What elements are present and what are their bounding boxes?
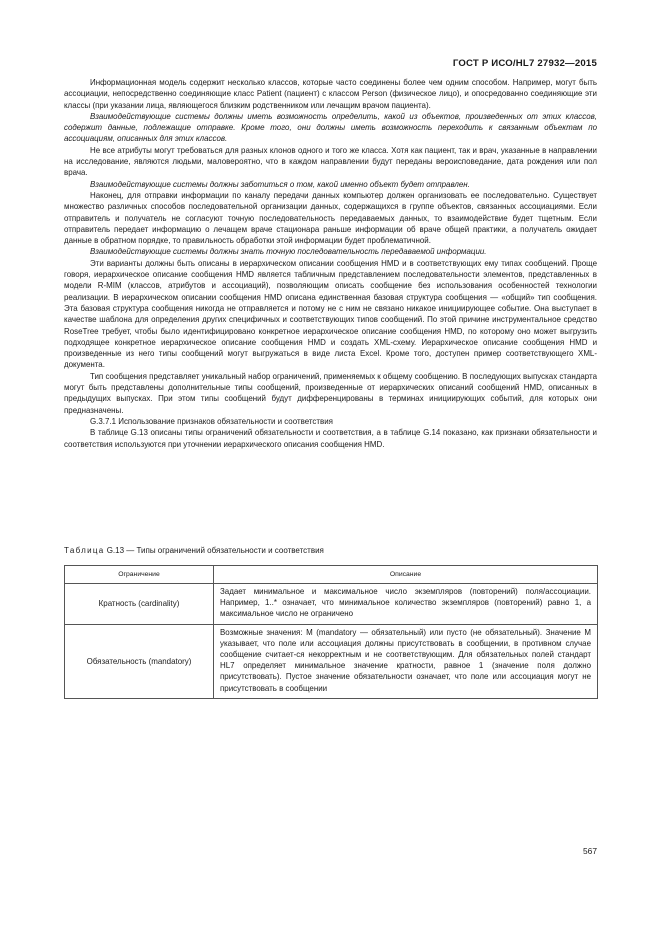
paragraph: Тип сообщения представляет уникальный набор ограничений, применяемых к общему сообщению. В последующих выпусках стандарта могут быть представлены дополнительные типы сообщений, произведенные от иерархических описаний сообщений HMD, описанных в предыдущих выпусках. При этом типы сообщений будут дифференцированы в терминах инициирующих событий, для которых они предназначены. xyxy=(64,371,597,415)
paragraph: Не все атрибуты могут требоваться для разных клонов одного и того же класса. Хотя как пациент, так и врач, указанные в направлении на исследование, являются людьми, маловероятно, что в каждом направлении будут переданы вероисповедание, дата рождения или пол врача. xyxy=(64,145,597,178)
cell-description: Возможные значения: M (mandatory — обязательный) или пусто (не обязательный). Значение М указывает, что поле или ассоциация должны присутствовать в сообщении, в противном случае сообщение считает-ся некорректным и не соответствующим. Для обязательных полей стандарт HL7 определяет минимальное значение кратности, равное 1 (значение поля должно присутствовать). Пустое значение обязательности означает, что поле или ассоциация могут не присутствовать в сообщении xyxy=(214,624,598,698)
page-number: 567 xyxy=(583,846,597,856)
paragraph: В таблице G.13 описаны типы ограничений обязательности и соответствия, а в таблице G.14 показано, как признаки обязательности и соответствия используются при уточнении иерархического описания сообщения HMD. xyxy=(64,428,597,449)
paragraph: Эти варианты должны быть описаны в иерархическом описании сообщения HMD и в соответствующих ему типах сообщений. Проще говоря, иерархическое описание сообщения HMD является табличным представлением последовательности элементов, представленных в модели R-MIM (классов, атрибутов и ассоциаций), позволяющим описать сообщение без использования особенностей технологии реализации. В иерархическом описании сообщения HMD описана единственная базовая структура сообщения — «общий» тип сообщения. Эта базовая структура сообщения никогда не отправляется и потому не с ним не связано никакое инициирующее событие. Она выступает в качестве шаблона для определения других специфичных и соответствующих типов сообщений. По этой причине инструментальное средство RoseTree требует, чтобы было идентифицировано конкретное иерархическое описание сообщения HMD, по которому оно может выгрузить подходящее конкретное иерархическое описание сообщения HMD и создать XML-схему. Иерархическое описание сообщения HMD и произведенные из него типы сообщений могут выгружаться в виде листа Excel. Кроме того, доступен пример соответствующего XML-документа. xyxy=(64,258,597,370)
constraints-table xyxy=(64,565,598,699)
document-header: ГОСТ Р ИСО/HL7 27932—2015 xyxy=(452,58,597,69)
column-header-constraint: Ограничение xyxy=(65,566,214,584)
paragraph-italic: Взаимодействующие системы должны иметь возможность определить, какой из объектов, произведенных от этих классов, содержит данные, подлежащие отправке. Кроме того, они должны иметь возможность переходить к связанным объектам по ассоциациям, описанных для этих классов. xyxy=(64,111,597,144)
table-caption xyxy=(64,546,324,555)
section-heading: G.3.7.1 Использование признаков обязательности и соответствия xyxy=(90,416,333,426)
cell-description: Задает минимальное и максимальное число экземпляров (повторений) поля/ассоциации. Например, 1..* означает, что минимальное количество экземпляров (повторений) равно 1, а максимальное число не ограничено xyxy=(214,584,598,625)
caption-text: G.13 — Типы ограничений обязательности и соответствия xyxy=(104,546,324,555)
paragraph: Наконец, для отправки информации по каналу передачи данных компьютер должен организовать ее последовательно. Существует множество различных способов последовательной организации данных, содержащихся в группе объектов, связанных ассоциациями. Если отправитель и получатель не согласуют точную последовательность передаваемых данных, то взаимодействие будет тщетным. Если отправитель передает информацию о лечащем враче стационара раньше информации об враче общей практики, а получатель ожидает данные в обратном порядке, то правильность обработки этой информации будет проблематичной. xyxy=(64,190,597,246)
cell-term: Обязательность (mandatory) xyxy=(65,624,214,698)
table-row xyxy=(65,584,598,625)
table-row xyxy=(65,624,598,698)
cell-term: Кратность (cardinality) xyxy=(65,584,214,625)
body-text xyxy=(64,77,597,450)
caption-prefix: Таблица xyxy=(64,546,105,555)
column-header-description: Описание xyxy=(214,566,598,584)
table-header-row xyxy=(65,566,598,584)
paragraph: Информационная модель содержит несколько классов, которые часто соединены более чем одним способом. Например, могут быть ассоциации, непосредственно соединяющие класс Patient (пациент) с классом Person (физическое лицо), и опосредованно соединяющие эти классы (при указании лица, являющегося близким родственником или лечащим врачом пациента). xyxy=(64,78,597,110)
paragraph-italic: Взаимодействующие системы должны знать точную последовательность передаваемой информации. xyxy=(90,247,487,257)
paragraph-italic: Взаимодействующие системы должны заботиться о том, какой именно объект будет отправлен. xyxy=(90,179,470,189)
